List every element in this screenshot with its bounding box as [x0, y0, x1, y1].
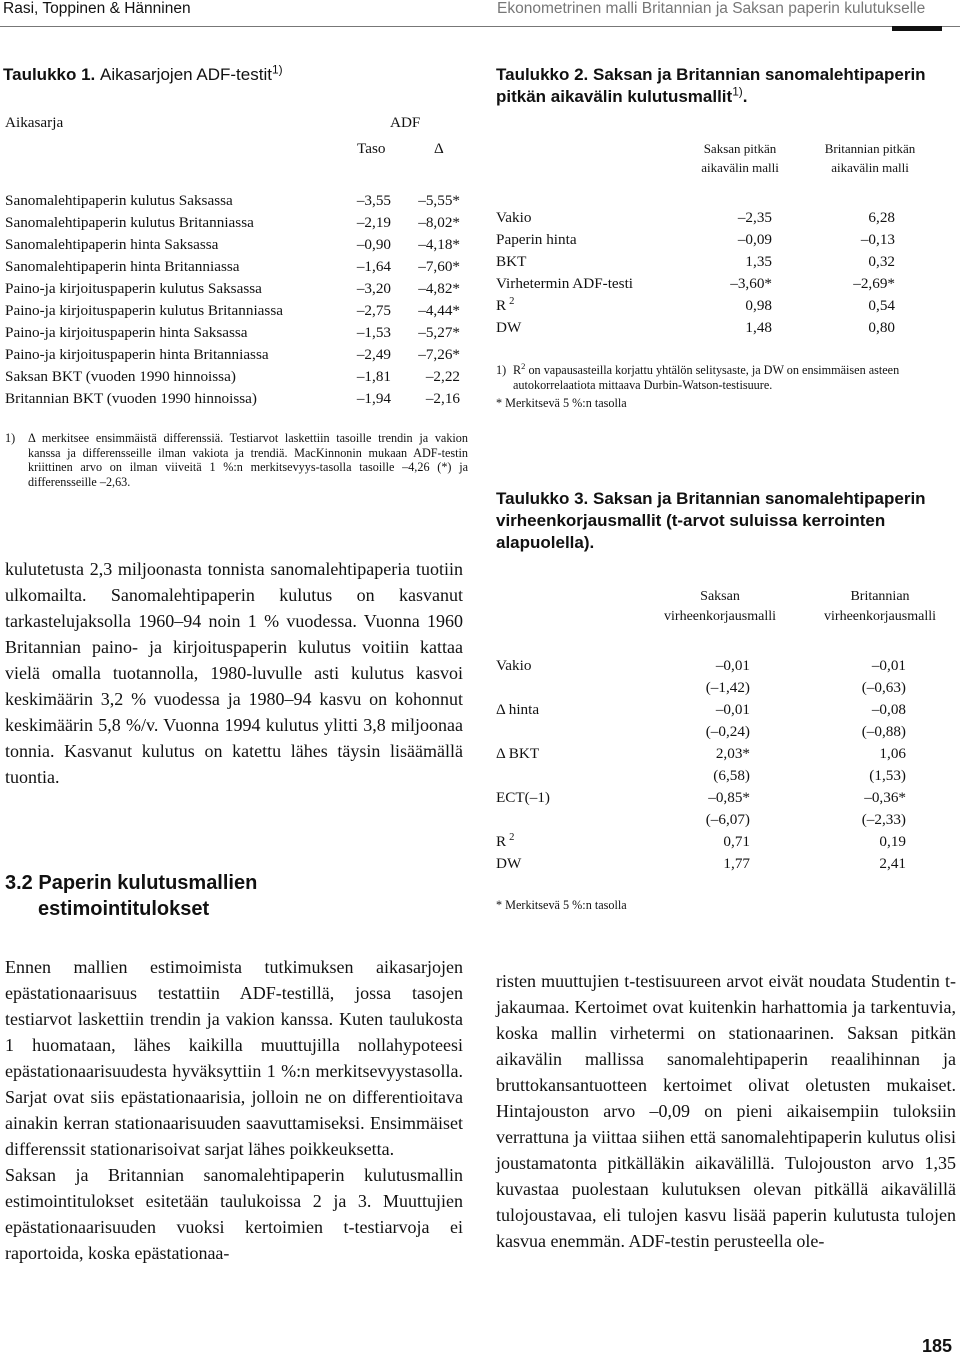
level-value: –3,55 — [356, 192, 391, 209]
table-row — [0, 765, 960, 787]
delta-value: –8,02* — [418, 214, 460, 231]
level-value: –1,81 — [356, 368, 391, 385]
table2-caption-sup: 1) — [732, 84, 743, 99]
table1-footnote: Δ merkitsee ensimmäistä differenssiä. Testiarvot laskettiin tasoille trendin ja vakion kanssa ja differensseille ilman vakiota ja trendiä. MacKinnonin mukaan ADF-testin kriittinen arvo on ilman viiveitä 1 %:n merkitsevyys-tasolla tasoille –4,26 (*) ja differensseille –2,63. — [28, 431, 468, 489]
row-label: BKT — [496, 253, 527, 270]
value: –0,01 — [715, 701, 750, 718]
value: (1,53) — [869, 767, 906, 784]
value: 1,35 — [745, 253, 772, 270]
row-label: Paino-ja kirjoituspaperin kulutus Saksassa — [5, 280, 262, 297]
value: (–0,63) — [861, 679, 906, 696]
table1-caption-sup: 1) — [271, 62, 283, 77]
table1-caption-text: Aikasarjojen ADF-testit — [100, 65, 272, 84]
row-label — [496, 831, 514, 853]
value: –0,36* — [864, 789, 906, 806]
header-marker — [892, 26, 942, 31]
row-label: Vakio — [496, 209, 532, 226]
header-line: aikavälin malli — [831, 160, 909, 175]
table-row — [0, 251, 960, 273]
row-label: Paperin hinta — [496, 231, 577, 248]
row-label-sup: 2 — [509, 295, 515, 307]
table1-col-delta: Δ — [434, 140, 444, 157]
table-row — [0, 743, 960, 765]
table-row — [0, 295, 960, 317]
table-row — [0, 699, 960, 721]
table-row — [0, 366, 480, 388]
value: (6,58) — [713, 767, 750, 784]
table1-caption-prefix: Taulukko 1. — [3, 65, 96, 84]
value: 0,80 — [868, 319, 895, 336]
delta-value: –2,16 — [425, 390, 460, 407]
level-value: –1,94 — [356, 390, 391, 407]
value: –0,09 — [737, 231, 772, 248]
section-heading — [5, 870, 257, 922]
table-row — [0, 831, 960, 853]
value: 1,48 — [745, 319, 772, 336]
paragraph: risten muuttujien t-testisuureen arvot eivät noudata Studentin t-jakaumaa. Kertoimet ovat kuitenkin harhattomia ja tarkentuvia, koska mallin virhetermi on stationaarinen. Saksan pitkän aikavälin mallissa sanomalehtipaperin reaalihinnan ja bruttokansantuotteen kertoimet olivat oletusten mukaiset. Hintajouston arvo –0,09 on pieni aikaisempiin tuloksiin verrattuna ja viittaa siihen että sanomalehtipaperin kulutus olisi joustamatonta pitkälläkin aikavälillä. Tulojouston arvo 1,35 kuvastaa puolestaan kulutuksen olevan pitkällä aikavälillä tulojoustavaa, eli tulojen kasvu lisää paperin kulutusta tulojen kasvua enemmän. ADF-testin perusteella ole- — [496, 971, 956, 1251]
table-row — [0, 273, 960, 295]
row-label: Sanomalehtipaperin kulutus Britanniassa — [5, 214, 254, 231]
table1-footnote-mark: 1) — [5, 431, 16, 445]
row-label-sup: 2 — [509, 831, 515, 843]
note-sup: 2 — [521, 360, 526, 371]
value: 0,71 — [723, 833, 750, 850]
running-header-title: Ekonometrinen malli Britannian ja Saksan paperin kulutukselle — [497, 0, 926, 17]
value: (–6,07) — [705, 811, 750, 828]
value: 2,41 — [879, 855, 906, 872]
value: –0,01 — [715, 657, 750, 674]
table-row — [0, 853, 960, 875]
header-line: Britannian pitkän — [824, 141, 916, 156]
paragraph: kulutetusta 2,3 miljoonasta tonnista sanomalehtipaperia tuotiin ulkomailta. Sanomalehtipaperin kulutus on kasvanut tarkastelujaksolla 1960–94 noin 1 % vuodessa. Vuonna 1960 Britannian paino- ja kirjoituspaperin kulutus voitiin kattaa vielä omalla tuotannolla, 1980-luvulle asti kulutus kasvoi keskimäärin 3,2 % vuodessa ja 1980–94 kasvu on kohonnut keskimäärin 5,8 %/v. Vuonna 1994 kulutus ylitti 3,8 miljoonaa tonnia. Kasvanut kulutus on katettu lähes täysin lisäämällä tuontia. — [5, 559, 463, 787]
page-number: 185 — [922, 1336, 953, 1356]
table1-col-level: Taso — [357, 140, 386, 157]
table1-caption — [3, 64, 283, 86]
header-line: virheenkorjausmalli — [824, 609, 936, 624]
level-value: –2,49 — [356, 346, 391, 363]
value: (–1,42) — [705, 679, 750, 696]
table1-col-group: ADF — [390, 114, 421, 131]
delta-value: –2,22 — [425, 368, 460, 385]
header-line: Britannian — [850, 589, 910, 604]
table-row — [0, 388, 480, 410]
delta-value: –4,44* — [418, 302, 460, 319]
value: –0,85* — [708, 789, 750, 806]
delta-value: –7,60* — [418, 258, 460, 275]
section-title-line2: estimointitulokset — [38, 898, 210, 920]
value: –0,08 — [871, 701, 906, 718]
table2-col2-header — [815, 139, 925, 177]
value: 6,28 — [868, 209, 895, 226]
row-label: Britannian BKT (vuoden 1990 hinnoissa) — [5, 390, 257, 407]
value: 0,19 — [879, 833, 906, 850]
delta-value: –4,82* — [418, 280, 460, 297]
header-line: virheenkorjausmalli — [664, 609, 776, 624]
row-label — [496, 295, 514, 317]
row-label: Δ hinta — [496, 701, 540, 718]
table-row — [0, 677, 960, 699]
delta-value: –4,18* — [418, 236, 460, 253]
row-label: Sanomalehtipaperin kulutus Saksassa — [5, 192, 233, 209]
paragraph: Ennen mallien estimoimista tutkimuksen aikasarjojen epästationaarisuus testattiin ADF-testillä, jossa tasojen testiarvot laskettiin trendin ja vakion kanssa. Kuten taulukosta 1 huomataan, lähes kaikilla muuttujilla nollahypoteesi epästationaarisuudesta hyväksyttiin 1 %:n merkitsevyystasolla. Sarjat ovat siis epästationaarisia, jolloin ne on differentioitava ainakin kerran stationaarisuuden saavuttamiseksi. Ensimmäiset differenssit stationarisoivat sarjat lähes poikkeuksetta. — [5, 957, 463, 1159]
row-label: Sanomalehtipaperin hinta Saksassa — [5, 236, 219, 253]
value: 0,32 — [868, 253, 895, 270]
table3-col1-header — [640, 587, 800, 627]
level-value: –3,20 — [356, 280, 391, 297]
value: (–0,24) — [705, 723, 750, 740]
table1-col-series: Aikasarja — [5, 114, 64, 131]
delta-value: –5,55* — [418, 192, 460, 209]
body-left-bottom — [5, 954, 463, 1266]
row-label: DW — [496, 855, 522, 872]
value: 0,54 — [868, 297, 895, 314]
header-line: aikavälin malli — [701, 160, 779, 175]
table2-note2: * Merkitsevä 5 %:n tasolla — [496, 396, 627, 410]
row-label: ECT(–1) — [496, 789, 550, 806]
value: 1,06 — [879, 745, 906, 762]
row-label: Saksan BKT (vuoden 1990 hinnoissa) — [5, 368, 236, 385]
table2-col1-header — [690, 139, 790, 177]
table-row — [0, 229, 960, 251]
section-title-line1: Paperin kulutusmallien — [38, 872, 258, 894]
table2-caption-prefix: Taulukko 2. — [496, 65, 589, 84]
value: 2,03* — [715, 745, 750, 762]
row-label: Virhetermin ADF-testi — [496, 275, 634, 292]
table2-caption-text: Saksan ja Britannian sanomalehtipaperin pitkän aikavälin kulutusmallit — [496, 65, 926, 106]
header-line: Saksan pitkän — [703, 141, 777, 156]
row-label: DW — [496, 319, 522, 336]
header-rule — [0, 26, 960, 27]
table3-note: * Merkitsevä 5 %:n tasolla — [496, 898, 627, 912]
table2-caption-end: . — [742, 87, 748, 106]
level-value: –1,64 — [356, 258, 391, 275]
header-line: Saksan — [700, 589, 740, 604]
body-right — [496, 968, 956, 1254]
table-row — [0, 787, 960, 809]
table2-note1-mark: 1) — [496, 363, 507, 377]
running-header-authors: Rasi, Toppinen & Hänninen — [3, 0, 191, 17]
value: –2,69* — [853, 275, 895, 292]
row-label: Vakio — [496, 657, 532, 674]
value: –0,01 — [871, 657, 906, 674]
note-r: R — [513, 363, 522, 377]
table-row — [0, 655, 960, 677]
table3-caption-prefix: Taulukko 3. — [496, 489, 589, 508]
value: (–2,33) — [861, 811, 906, 828]
value: –3,60* — [730, 275, 772, 292]
delta-value: –5,27* — [418, 324, 460, 341]
table3-caption — [496, 488, 958, 554]
level-value: –0,90 — [356, 236, 391, 253]
level-value: –1,53 — [356, 324, 391, 341]
table3-col2-header — [800, 587, 960, 627]
row-label: Δ BKT — [496, 745, 540, 762]
table-row — [0, 809, 960, 831]
row-label-text: R — [496, 297, 507, 314]
paragraph: Saksan ja Britannian sanomalehtipaperin kulutusmallin estimointitulokset esitetään taulukoissa 2 ja 3. Muuttujien epästationaarisuuden vuoksi kertoimien t-testiarvoja ei raportoida, koska epästationaa- — [5, 1165, 463, 1263]
value: –2,35 — [737, 209, 772, 226]
table-row — [0, 344, 480, 366]
section-number: 3.2 — [5, 872, 33, 894]
row-label: Paino-ja kirjoituspaperin kulutus Britanniassa — [5, 302, 283, 319]
value: (–0,88) — [861, 723, 906, 740]
table-row — [0, 317, 960, 339]
note-text: on vapausasteilla korjattu yhtälön selitysaste, ja DW on ensimmäisen asteen autokorrelaatiota mittaava Durbin-Watson-testisuure. — [513, 363, 900, 392]
table-row — [0, 207, 960, 229]
delta-value: –7,26* — [418, 346, 460, 363]
level-value: –2,19 — [356, 214, 391, 231]
table2-caption — [496, 64, 958, 108]
value: 0,98 — [745, 297, 772, 314]
row-label: Paino-ja kirjoituspaperin hinta Britanniassa — [5, 346, 269, 363]
row-label: Paino-ja kirjoituspaperin hinta Saksassa — [5, 324, 248, 341]
row-label: Sanomalehtipaperin hinta Britanniassa — [5, 258, 240, 275]
table3-caption-text: Saksan ja Britannian sanomalehtipaperin virheenkorjausmallit (t-arvot suluissa kerrointen alapuolella). — [496, 489, 926, 552]
value: –0,13 — [860, 231, 895, 248]
table2-note1 — [513, 360, 958, 392]
table-row — [0, 721, 960, 743]
row-label-text: R — [496, 833, 507, 850]
value: 1,77 — [723, 855, 750, 872]
level-value: –2,75 — [356, 302, 391, 319]
